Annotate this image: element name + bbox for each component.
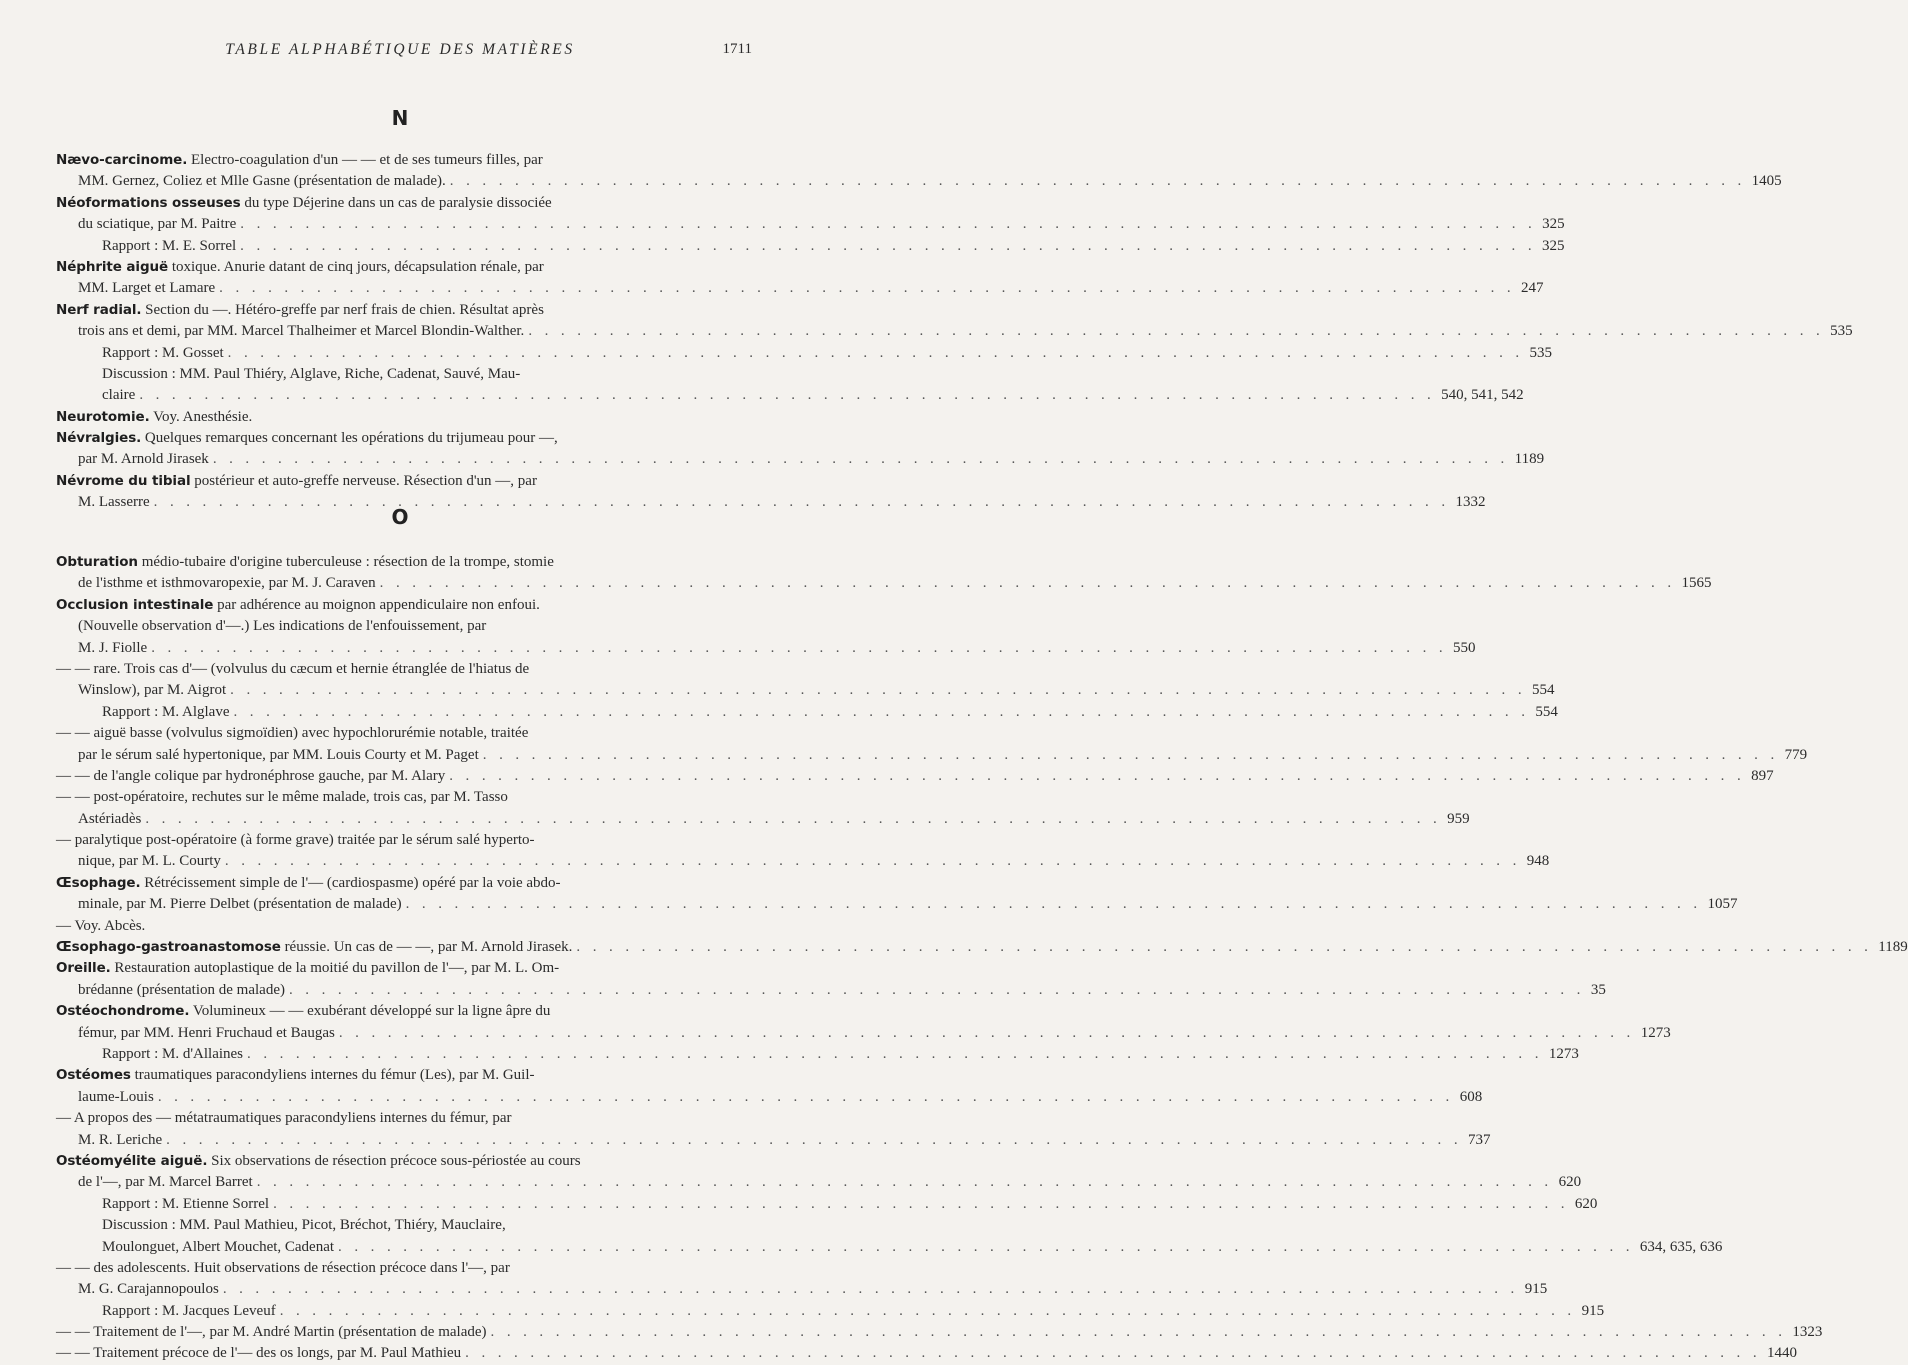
index-line (56, 873, 746, 894)
entry-body: Rapport : M. Gosset (102, 344, 224, 361)
dot-leader: . . . . . . . . . . . . . . . . . . . . . . . . . . . . . . . . . . . . . . . . . . . . . . . . . . . . . . . . . . . . . . . . . . . . . . . . . . . . . . . . (288, 981, 1585, 998)
index-line (56, 851, 1550, 872)
page-reference: 554 (1532, 682, 1555, 699)
entry-text (102, 1217, 506, 1233)
entry-body: de l'—, par M. Marcel Barret (78, 1174, 253, 1191)
page-reference: 325 (1542, 216, 1565, 233)
index-line (56, 1322, 1823, 1343)
dot-leader: . . . . . . . . . . . . . . . . . . . . . . . . . . . . . . . . . . . . . . . . . . . . . . . . . . . . . . . . . . . . . . . . . . . . . . . . . . . . . . . . (338, 1024, 1635, 1041)
index-line (56, 1023, 1671, 1044)
dot-leader: . . . . . . . . . . . . . . . . . . . . . . . . . . . . . . . . . . . . . . . . . . . . . . . . . . . . . . . . . . . . . . . . . . . . . . . . . . . . . . . . (338, 1238, 1634, 1255)
section-o-entries (56, 552, 1908, 1365)
index-line (56, 616, 746, 637)
entry-heading: Oreille. (56, 960, 111, 977)
dot-leader: . . . . . . . . . . . . . . . . . . . . . . . . . . . . . . . . . . . . . . . . . . . . . . . . . . . . . . . . . . . . . . . . . . . . . . . . . . . . . . . . (151, 639, 1448, 656)
index-line (56, 1279, 1548, 1300)
index-line (56, 214, 1565, 235)
index-line (56, 958, 746, 979)
dot-leader: . . . . . . . . . . . . . . . . . . . . . . . . . . . . . . . . . . . . . . . . . . . . . . . . . . . . . . . . . . . . . . . . . . . . . . . . . . . . . . . . (490, 1324, 1787, 1341)
entry-body: — — Traitement précoce de l'— des os longs, par M. Paul Mathieu (56, 1345, 462, 1362)
index-line (56, 809, 1470, 830)
page-reference: 915 (1524, 1281, 1548, 1298)
dot-leader: . . . . . . . . . . . . . . . . . . . . . . . . . . . . . . . . . . . . . . . . . . . . . . . . . . . . . . . . . . . . . . . . . . . . . . . . . . . . . . . . (230, 682, 1526, 699)
entry-text (56, 430, 558, 446)
dot-leader: . . . . . . . . . . . . . . . . . . . . . . . . . . . . . . . . . . . . . . . . . . . . . . . . . . . . . . . . . . . . . . . . . . . . . . . . . . . . . . . . (256, 1174, 1553, 1191)
entry-body: — — rare. Trois cas d'— (volvulus du cæcum et hernie étranglée de l'hiatus de (56, 660, 530, 677)
index-line (56, 1001, 746, 1022)
entry-text (56, 1322, 487, 1343)
entry-heading: Ostéomyélite aiguë. (56, 1152, 208, 1169)
page-reference: 948 (1526, 853, 1550, 870)
entry-heading: Occlusion intestinale (56, 596, 214, 613)
entry-body: Rapport : M. Jacques Leveuf (102, 1302, 276, 1319)
entry-text (78, 1130, 162, 1151)
entry-text (78, 618, 486, 634)
page-reference: 620 (1558, 1174, 1582, 1191)
page-reference: 1565 (1681, 575, 1712, 592)
index-line (56, 300, 746, 321)
dot-leader: . . . . . . . . . . . . . . . . . . . . . . . . . . . . . . . . . . . . . . . . . . . . . . . . . . . . . . . . . . . . . . . . . . . . . . . . . . . . . . . . (576, 939, 1873, 956)
page-reference: 550 (1453, 639, 1476, 656)
entry-heading: Névrome du tibial (56, 472, 191, 489)
page-reference: 1332 (1455, 494, 1486, 511)
entry-text (56, 960, 559, 976)
entry-body: de l'isthme et isthmovaropexie, par M. J. Caraven (78, 575, 376, 592)
entry-body: Quelques remarques concernant les opérations du trijumeau pour —, (141, 430, 558, 447)
entry-body: par M. Arnold Jirasek (78, 451, 209, 468)
entry-text (102, 385, 135, 406)
dot-leader: . . . . . . . . . . . . . . . . . . . . . . . . . . . . . . . . . . . . . . . . . . . . . . . . . . . . . . . . . . . . . . . . . . . . . . . . . . . . . . . . (279, 1302, 1576, 1319)
index-line (56, 1065, 746, 1086)
index-line (56, 236, 1565, 257)
dot-leader: . . . . . . . . . . . . . . . . . . . . . . . . . . . . . . . . . . . . . . . . . . . . . . . . . . . . . . . . . . . . . . . . . . . . . . . . . . . . . . . . (227, 344, 1524, 361)
entry-heading: Œsophage. (56, 874, 141, 891)
entry-body: par adhérence au moignon appendiculaire non enfoui. (213, 596, 540, 613)
dot-leader: . . . . . . . . . . . . . . . . . . . . . . . . . . . . . . . . . . . . . . . . . . . . . . . . . . . . . . . . . . . . . . . . . . . . . . . . . . . . . . . . (157, 1088, 1454, 1105)
page-reference: 1323 (1792, 1324, 1823, 1341)
entry-body: M. R. Leriche (78, 1131, 163, 1148)
index-line (56, 321, 1853, 342)
entry-text (56, 766, 445, 787)
index-line (56, 830, 746, 851)
entry-body: MM. Gernez, Coliez et Mlle Gasne (présentation de malade). (78, 173, 446, 190)
index-line (56, 937, 1908, 958)
dot-leader: . . . . . . . . . . . . . . . . . . . . . . . . . . . . . . . . . . . . . . . . . . . . . . . . . . . . . . . . . . . . . . . . . . . . . . . . . . . . . . . . (465, 1345, 1761, 1362)
dot-leader: . . . . . . . . . . . . . . . . . . . . . . . . . . . . . . . . . . . . . . . . . . . . . . . . . . . . . . . . . . . . . . . . . . . . . . . . . . . . . . . . (379, 575, 1676, 592)
entry-text (56, 152, 543, 168)
entry-body: M. Lasserre (78, 494, 150, 511)
index-line (56, 1301, 1605, 1322)
dot-leader: . . . . . . . . . . . . . . . . . . . . . . . . . . . . . . . . . . . . . . . . . . . . . . . . . . . . . . . . . . . . . . . . . . . . . . . . . . . . . . . . (166, 1131, 1462, 1148)
dot-leader: . . . . . . . . . . . . . . . . . . . . . . . . . . . . . . . . . . . . . . . . . . . . . . . . . . . . . . . . . . . . . . . . . . . . . . . . . . . . . . . . (273, 1195, 1569, 1212)
entry-body: trois ans et demi, par MM. Marcel Thalheimer et Marcel Blondin-Walther. (78, 323, 525, 340)
dot-leader: . . . . . . . . . . . . . . . . . . . . . . . . . . . . . . . . . . . . . . . . . . . . . . . . . . . . . . . . . . . . . . . . . . . . . . . . . . . . . . . . (240, 216, 1537, 233)
entry-text (102, 236, 236, 257)
dot-leader: . . . . . . . . . . . . . . . . . . . . . . . . . . . . . . . . . . . . . . . . . . . . . . . . . . . . . . . . . . . . . . . . . . . . . . . . . . . . . . . . (405, 896, 1702, 913)
page-reference: 247 (1521, 280, 1544, 297)
entry-text (102, 1237, 334, 1258)
entry-heading: Névralgies. (56, 430, 142, 447)
entry-text (56, 918, 145, 934)
index-line (56, 1151, 746, 1172)
entry-body: — — Traitement de l'—, par M. André Martin (présentation de malade) (56, 1324, 487, 1341)
index-line (56, 364, 746, 385)
entry-heading: Néoformations osseuses (56, 194, 241, 211)
entry-body: Rapport : M. Alglave (102, 703, 230, 720)
entry-text (102, 702, 230, 723)
entry-text (56, 875, 561, 891)
entry-body: Electro-coagulation d'un — — et de ses tumeurs filles, par (187, 152, 543, 168)
page-reference: 35 (1590, 981, 1606, 998)
entry-text (56, 409, 252, 425)
index-line (56, 766, 1774, 787)
entry-body: Discussion : MM. Paul Mathieu, Picot, Bréchot, Thiéry, Mauclaire, (102, 1217, 506, 1234)
dot-leader: . . . . . . . . . . . . . . . . . . . . . . . . . . . . . . . . . . . . . . . . . . . . . . . . . . . . . . . . . . . . . . . . . . . . . . . . . . . . . . . . (247, 1045, 1543, 1062)
entry-text (56, 1153, 581, 1169)
page-reference: 540, 541, 542 (1441, 387, 1524, 404)
index-line (56, 638, 1476, 659)
entry-text (56, 725, 528, 741)
entry-heading: Ostéochondrome. (56, 1003, 190, 1020)
page-reference: 1189 (1878, 939, 1908, 956)
entry-body: traumatiques paracondyliens internes du fémur (Les), par M. Guil- (130, 1067, 535, 1084)
page-reference: 1273 (1548, 1045, 1579, 1062)
entry-body: — — aiguë basse (volvulus sigmoïdien) avec hypochlorurémie notable, traitée (56, 725, 529, 742)
entry-body: — — post-opératoire, rechutes sur le même malade, trois cas, par M. Tasso (56, 789, 508, 806)
dot-leader: . . . . . . . . . . . . . . . . . . . . . . . . . . . . . . . . . . . . . . . . . . . . . . . . . . . . . . . . . . . . . . . . . . . . . . . . . . . . . . . . (212, 451, 1509, 468)
entry-body: médio-tubaire d'origine tuberculeuse : résection de la trompe, stomie (137, 554, 554, 570)
dot-leader: . . . . . . . . . . . . . . . . . . . . . . . . . . . . . . . . . . . . . . . . . . . . . . . . . . . . . . . . . . . . . . . . . . . . . . . . . . . . . . . . (528, 323, 1825, 340)
entry-text (56, 832, 535, 848)
entry-text (56, 937, 572, 958)
index-line (56, 980, 1606, 1001)
entry-body: brédanne (présentation de malade) (78, 981, 285, 998)
entry-text (102, 1194, 269, 1215)
entry-body: du type Déjerine dans un cas de paralysie dissociée (240, 194, 552, 211)
page-reference: 1440 (1767, 1345, 1797, 1362)
entry-text (78, 638, 147, 659)
index-line (56, 385, 1524, 406)
dot-leader: . . . . . . . . . . . . . . . . . . . . . . . . . . . . . . . . . . . . . . . . . . . . . . . . . . . . . . . . . . . . . . . . . . . . . . . . . . . . . . . . (449, 173, 1746, 190)
index-line (56, 428, 746, 449)
dot-leader: . . . . . . . . . . . . . . . . . . . . . . . . . . . . . . . . . . . . . . . . . . . . . . . . . . . . . . . . . . . . . . . . . . . . . . . . . . . . . . . . (449, 767, 1746, 784)
section-letter-o: O (391, 505, 409, 529)
index-line (56, 1108, 746, 1129)
section-letter-n: N (391, 106, 409, 130)
index-line (56, 552, 746, 573)
entry-text (56, 473, 537, 489)
entry-text (78, 573, 376, 594)
entry-text (78, 745, 479, 766)
entry-heading: Néphrite aiguë (56, 258, 169, 275)
dot-leader: . . . . . . . . . . . . . . . . . . . . . . . . . . . . . . . . . . . . . . . . . . . . . . . . . . . . . . . . . . . . . . . . . . . . . . . . . . . . . . . . (222, 1281, 1519, 1298)
entry-text (78, 680, 226, 701)
page-reference: 737 (1468, 1131, 1491, 1148)
entry-body: — Voy. Abcès. (56, 917, 146, 934)
entry-text (56, 661, 529, 677)
index-line (56, 1087, 1483, 1108)
entry-text (78, 214, 236, 235)
entry-text (56, 195, 552, 211)
entry-body: minale, par M. Pierre Delbet (présentation de malade) (78, 896, 402, 913)
entry-body: — A propos des — métatraumatiques paracondyliens internes du fémur, par (56, 1110, 512, 1127)
entry-body: Rapport : M. Etienne Sorrel (102, 1195, 270, 1212)
entry-text (78, 1172, 253, 1193)
entry-body: MM. Larget et Lamare (78, 280, 216, 297)
entry-text (56, 597, 540, 613)
index-line (56, 150, 746, 171)
index-line (56, 1258, 746, 1279)
page-reference: 554 (1535, 703, 1558, 720)
entry-body: Astériadès (78, 810, 142, 827)
index-line (56, 723, 746, 744)
entry-text (78, 449, 209, 470)
entry-body: — — des adolescents. Huit observations de résection précoce dans l'—, par (56, 1259, 510, 1276)
entry-body: Moulonguet, Albert Mouchet, Cadenat (102, 1238, 335, 1255)
entry-body: — — de l'angle colique par hydronéphrose gauche, par M. Alary (56, 767, 446, 784)
entry-body: Six observations de résection précoce sous-périostée au cours (207, 1152, 581, 1169)
entry-body: toxique. Anurie datant de cinq jours, décapsulation rénale, par (168, 258, 544, 275)
page-reference: 897 (1751, 767, 1774, 784)
page-reference: 535 (1529, 344, 1553, 361)
index-line (56, 595, 746, 616)
section-n-entries (56, 150, 1853, 514)
entry-body: Rétrécissement simple de l'— (cardiospasme) opéré par la voie abdo- (140, 874, 561, 891)
page-reference: 1405 (1751, 173, 1782, 190)
entry-text (78, 894, 402, 915)
index-line (56, 1172, 1582, 1193)
page-reference: 915 (1581, 1302, 1605, 1319)
page-reference: 535 (1830, 323, 1853, 340)
entry-text (78, 171, 446, 192)
index-line (56, 171, 1782, 192)
page-reference: 1273 (1640, 1024, 1671, 1041)
index-line (56, 1215, 746, 1236)
entry-text (56, 1343, 461, 1364)
entry-body: M. G. Carajannopoulos (78, 1281, 219, 1298)
index-line (56, 1130, 1491, 1151)
entry-body: postérieur et auto-greffe nerveuse. Résection d'un —, par (190, 472, 537, 489)
entry-heading: Œsophago-gastroanastomose (56, 939, 281, 956)
entry-text (56, 1260, 510, 1276)
entry-body: nique, par M. L. Courty (78, 853, 221, 870)
entry-text (78, 1087, 154, 1108)
page-number: 1711 (722, 41, 752, 57)
entry-heading: Obturation (56, 554, 138, 570)
entry-text (78, 980, 285, 1001)
entry-body: Winslow), par M. Aigrot (78, 682, 227, 699)
page-reference: 608 (1459, 1088, 1483, 1105)
entry-body: (Nouvelle observation d'—.) Les indications de l'enfouissement, par (78, 618, 487, 635)
entry-text (102, 1301, 276, 1322)
index-line (56, 745, 1808, 766)
entry-heading: Neurotomie. (56, 408, 150, 425)
dot-leader: . . . . . . . . . . . . . . . . . . . . . . . . . . . . . . . . . . . . . . . . . . . . . . . . . . . . . . . . . . . . . . . . . . . . . . . . . . . . . . . . (224, 853, 1521, 870)
entry-text (56, 789, 508, 805)
dot-leader: . . . . . . . . . . . . . . . . . . . . . . . . . . . . . . . . . . . . . . . . . . . . . . . . . . . . . . . . . . . . . . . . . . . . . . . . . . . . . . . . (139, 387, 1436, 404)
index-line (56, 573, 1712, 594)
entry-text (78, 1023, 335, 1044)
entry-text (102, 343, 224, 364)
index-line (56, 1044, 1579, 1065)
entry-body: claire (102, 387, 136, 404)
entry-body: par le sérum salé hypertonique, par MM. Louis Courty et M. Paget (78, 746, 479, 763)
index-line (56, 1237, 1723, 1258)
dot-leader: . . . . . . . . . . . . . . . . . . . . . . . . . . . . . . . . . . . . . . . . . . . . . . . . . . . . . . . . . . . . . . . . . . . . . . . . . . . . . . . . (153, 494, 1450, 511)
index-line (56, 659, 746, 680)
entry-text (102, 366, 520, 382)
running-title: TABLE ALPHABÉTIQUE DES MATIÈRES (225, 41, 575, 58)
entry-body: Section du —. Hétéro-greffe par nerf frais de chien. Résultat après (141, 301, 544, 318)
entry-body: Volumineux — — exubérant développé sur la ligne âpre du (189, 1003, 551, 1020)
entry-heading: Nævo-carcinome. (56, 152, 188, 168)
index-line (56, 471, 746, 492)
entry-text (78, 321, 524, 342)
entry-text (78, 278, 215, 299)
entry-heading: Ostéomes (56, 1067, 131, 1084)
page-reference: 959 (1447, 810, 1470, 827)
entry-body: — paralytique post-opératoire (à forme grave) traitée par le sérum salé hyperto- (56, 832, 535, 849)
entry-body: M. J. Fiolle (78, 639, 148, 656)
page-reference: 779 (1784, 746, 1808, 763)
index-line (56, 449, 1545, 470)
index-line (56, 257, 746, 278)
dot-leader: . . . . . . . . . . . . . . . . . . . . . . . . . . . . . . . . . . . . . . . . . . . . . . . . . . . . . . . . . . . . . . . . . . . . . . . . . . . . . . . . (240, 237, 1537, 254)
page-reference: 634, 635, 636 (1639, 1238, 1723, 1255)
page-reference: 325 (1542, 237, 1565, 254)
entry-body: Rapport : M. E. Sorrel (102, 237, 237, 254)
entry-body: Restauration autoplastique de la moitié du pavillon de l'—, par M. L. Om- (110, 960, 560, 977)
dot-leader: . . . . . . . . . . . . . . . . . . . . . . . . . . . . . . . . . . . . . . . . . . . . . . . . . . . . . . . . . . . . . . . . . . . . . . . . . . . . . . . . (219, 280, 1516, 297)
entry-heading: Nerf radial. (56, 301, 142, 318)
dot-leader: . . . . . . . . . . . . . . . . . . . . . . . . . . . . . . . . . . . . . . . . . . . . . . . . . . . . . . . . . . . . . . . . . . . . . . . . . . . . . . . . (482, 746, 1779, 763)
index-line (56, 1343, 1797, 1364)
index-line (56, 894, 1738, 915)
entry-body: laume-Louis (78, 1088, 154, 1105)
index-line (56, 1194, 1598, 1215)
entry-text (56, 302, 544, 318)
index-line (56, 193, 746, 214)
index-line (56, 702, 1558, 723)
page-reference: 1057 (1707, 896, 1738, 913)
entry-text (56, 1003, 550, 1019)
index-line (56, 278, 1544, 299)
index-line (56, 343, 1553, 364)
entry-body: Rapport : M. d'Allaines (102, 1045, 244, 1062)
page-reference: 1189 (1514, 451, 1545, 468)
entry-text (78, 809, 141, 830)
entry-text (56, 1067, 534, 1083)
page-reference: 620 (1574, 1195, 1598, 1212)
entry-text (78, 851, 221, 872)
entry-body: réussie. Un cas de — —, par M. Arnold Jirasek. (280, 939, 573, 956)
entry-text (102, 1044, 243, 1065)
index-line (56, 787, 746, 808)
entry-text (56, 259, 544, 275)
entry-body: Discussion : MM. Paul Thiéry, Alglave, Riche, Cadenat, Sauvé, Mau- (102, 365, 521, 382)
entry-body: du sciatique, par M. Paitre (78, 216, 237, 233)
entry-text (56, 554, 554, 570)
entry-text (56, 1110, 512, 1126)
entry-body: fémur, par MM. Henri Fruchaud et Baugas (78, 1024, 335, 1041)
index-line (56, 680, 1555, 701)
index-line (56, 916, 746, 937)
entry-body: Voy. Anesthésie. (149, 408, 253, 425)
index-line (56, 407, 746, 428)
dot-leader: . . . . . . . . . . . . . . . . . . . . . . . . . . . . . . . . . . . . . . . . . . . . . . . . . . . . . . . . . . . . . . . . . . . . . . . . . . . . . . . . (145, 810, 1442, 827)
entry-text (78, 1279, 219, 1300)
dot-leader: . . . . . . . . . . . . . . . . . . . . . . . . . . . . . . . . . . . . . . . . . . . . . . . . . . . . . . . . . . . . . . . . . . . . . . . . . . . . . . . . (233, 703, 1530, 720)
